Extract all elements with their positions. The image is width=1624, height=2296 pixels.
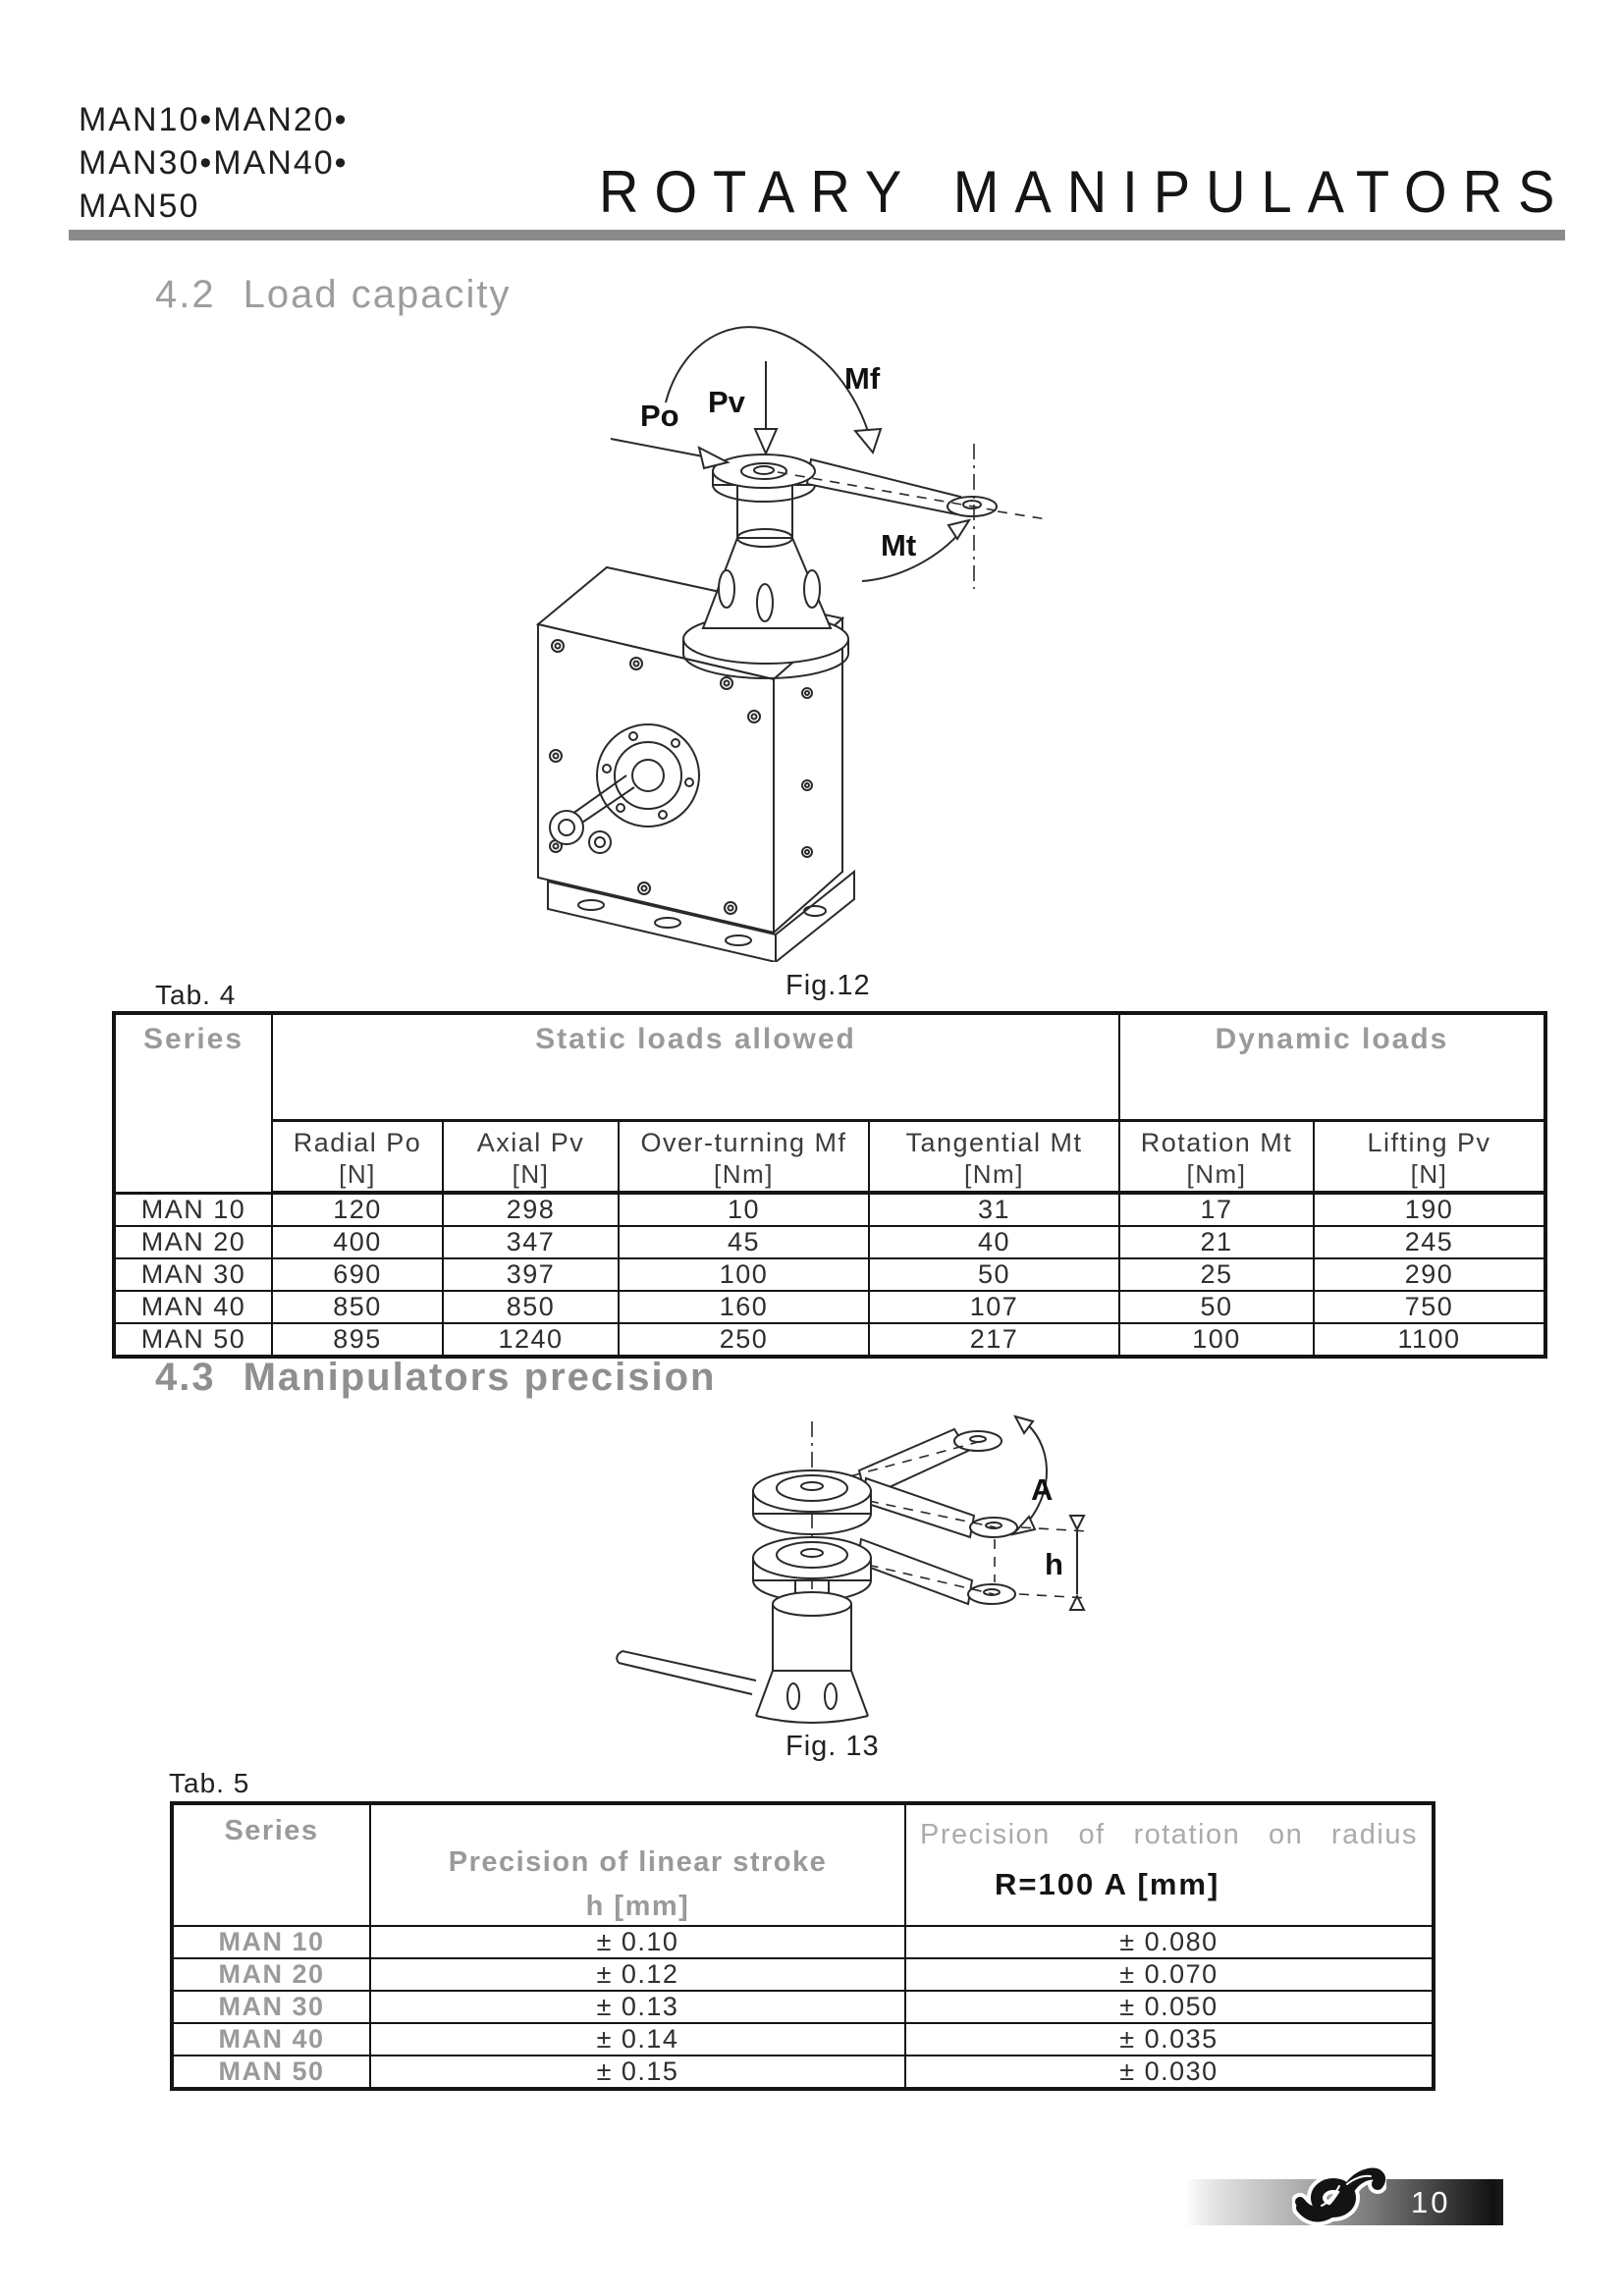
group-header-dynamic: Dynamic loads	[1119, 1013, 1545, 1121]
mt-label: Mt	[881, 528, 917, 562]
col-header: Tangential Mt [Nm]	[869, 1121, 1119, 1194]
h-label: h	[1045, 1547, 1063, 1581]
col-header: Rotation Mt [Nm]	[1119, 1121, 1314, 1194]
fig13-caption: Fig. 13	[785, 1731, 880, 1762]
model-list	[79, 98, 349, 228]
fig12-caption: Fig.12	[785, 970, 871, 1001]
tab4-label: Tab. 4	[155, 980, 237, 1010]
col-header: Over-turning Mf [Nm]	[619, 1121, 869, 1194]
group-header-static: Static loads allowed	[272, 1013, 1119, 1121]
col-header: Axial Pv [N]	[443, 1121, 619, 1194]
angle-a-label: A	[1031, 1472, 1054, 1507]
table-row: MAN 50 ± 0.15 ± 0.030	[172, 2056, 1434, 2089]
model-line-3: MAN50	[79, 187, 200, 225]
load-capacity-table	[112, 1011, 1547, 1359]
section-heading-load-capacity	[155, 273, 511, 317]
h-arrow-icon	[1070, 1516, 1084, 1529]
section-number: 4.3	[155, 1356, 216, 1399]
table-row: MAN 10 120 298 10 31 17 190	[114, 1193, 1545, 1226]
page-number: 10	[1411, 2185, 1451, 2219]
precision-table	[170, 1801, 1435, 2091]
col-header-series: Series	[114, 1013, 272, 1193]
table-row: MAN 10 ± 0.10 ± 0.080	[172, 1926, 1434, 1958]
fig13-drawing	[604, 1406, 1095, 1730]
table-row: MAN 50 895 1240 250 217 100 1100	[114, 1323, 1545, 1357]
mt-arrow-icon	[948, 520, 969, 539]
section-number: 4.2	[155, 273, 216, 316]
col-header-rotation: Precision of rotation on radius R=100 A [mm]	[905, 1803, 1434, 1926]
table-row: MAN 40 850 850 160 107 50 750	[114, 1291, 1545, 1323]
support-column	[617, 1580, 868, 1723]
pv-arrow-icon	[755, 429, 777, 454]
table-row: MAN 20 ± 0.12 ± 0.070	[172, 1958, 1434, 1991]
table-row: MAN 30 ± 0.13 ± 0.050	[172, 1991, 1434, 2023]
mf-arc	[666, 327, 870, 438]
angle-a-arrow-icon	[1015, 1416, 1033, 1433]
mf-arrow-icon	[855, 429, 881, 453]
col-header: Radial Po [N]	[272, 1121, 443, 1194]
col-header: Lifting Pv [N]	[1314, 1121, 1545, 1194]
section-title: Load capacity	[243, 273, 512, 316]
arm-positions	[753, 1429, 1017, 1537]
page-title: ROTARY MANIPULATORS	[599, 158, 1571, 226]
model-line-1: MAN10•MAN20•	[79, 101, 349, 138]
table-row: MAN 30 690 397 100 50 25 290	[114, 1258, 1545, 1291]
po-label: Po	[640, 399, 679, 433]
model-line-2: MAN30•MAN40•	[79, 144, 349, 182]
brand-knot-logo-icon	[1292, 2163, 1386, 2227]
section-title: Manipulators precision	[243, 1356, 717, 1399]
mf-label: Mf	[844, 361, 881, 396]
header-divider-bar	[69, 230, 1565, 240]
rotary-column	[683, 485, 848, 678]
h-arrow-icon	[1070, 1596, 1084, 1610]
col-header-series: Series	[172, 1803, 370, 1926]
table-row: MAN 20 400 347 45 40 21 245	[114, 1226, 1545, 1258]
pv-label: Pv	[708, 385, 745, 419]
tab5-label: Tab. 5	[169, 1768, 250, 1798]
col-header-linear-stroke: Precision of linear stroke h [mm]	[370, 1803, 905, 1926]
table-row: MAN 40 ± 0.14 ± 0.035	[172, 2023, 1434, 2056]
fig12-drawing	[511, 309, 1060, 962]
section-heading-precision	[155, 1356, 716, 1400]
